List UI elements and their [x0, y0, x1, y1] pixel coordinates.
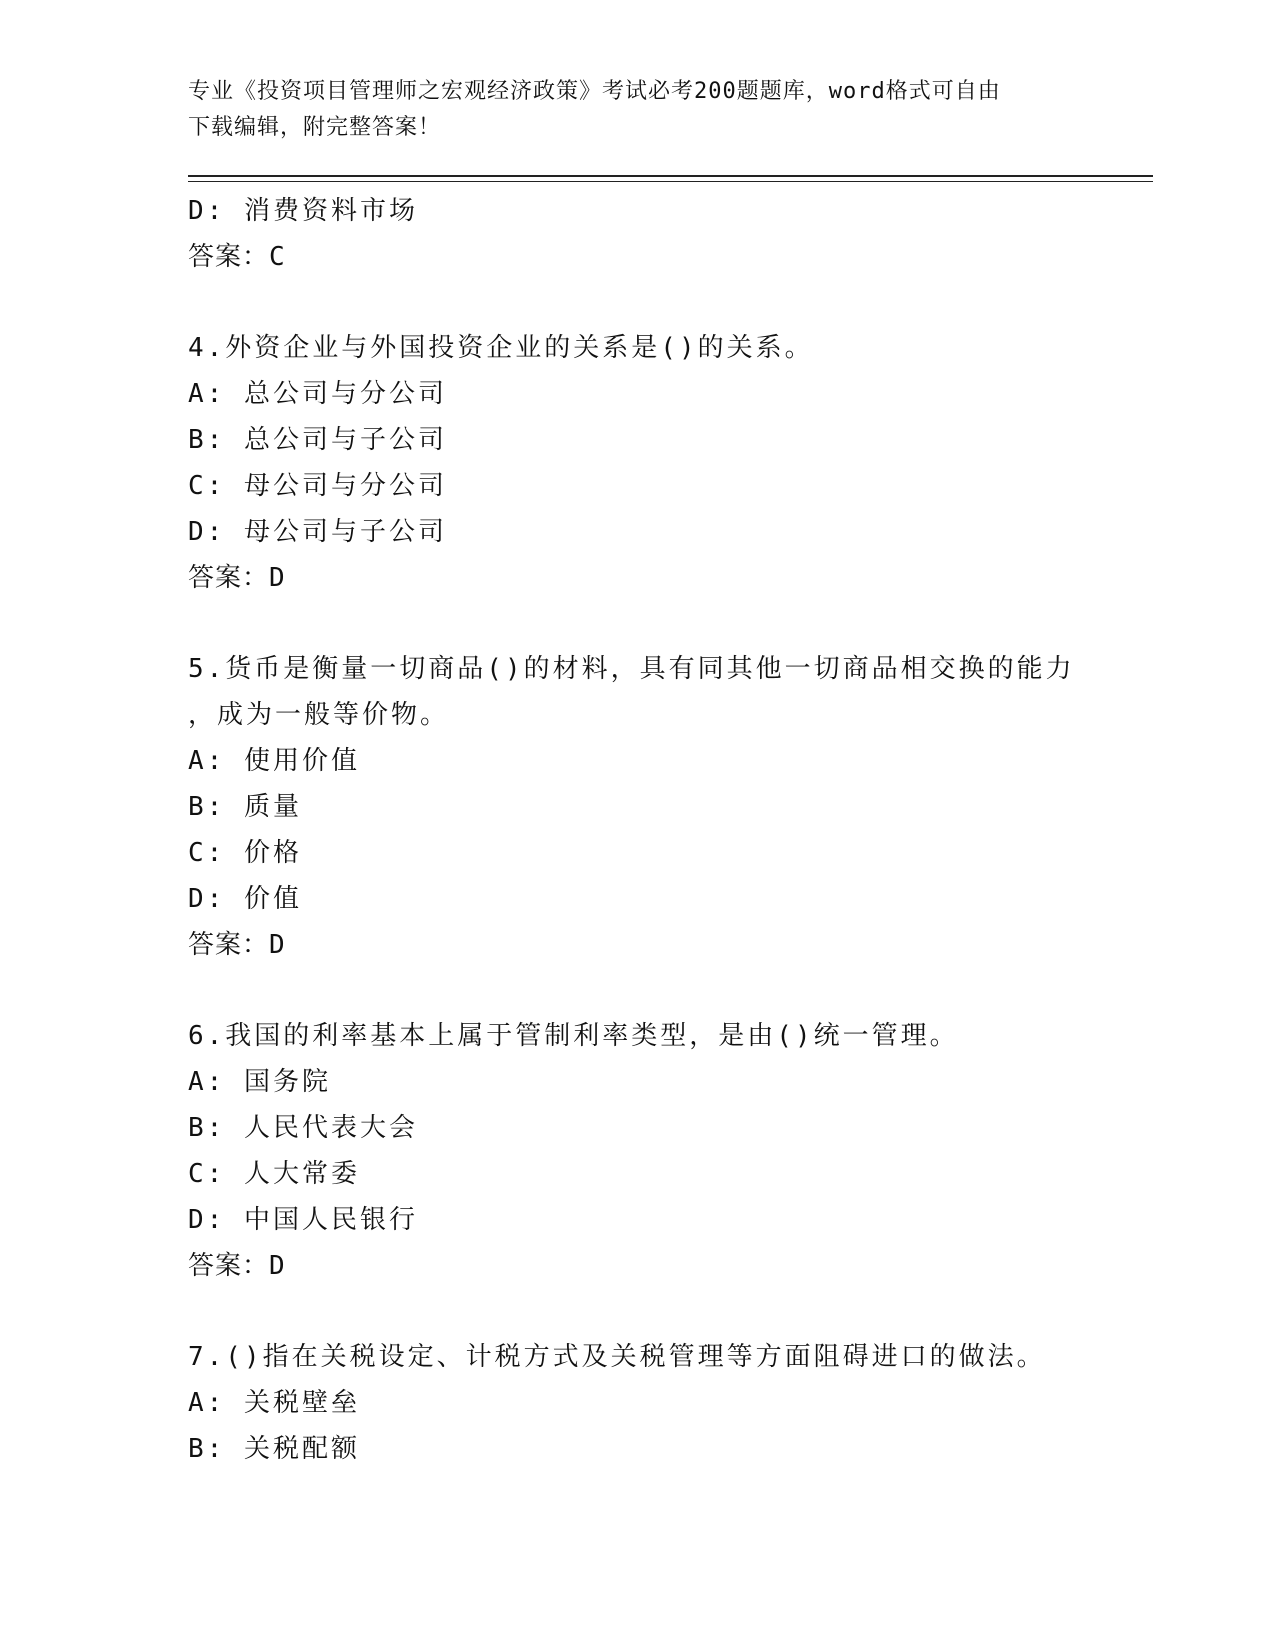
question-text: 5.货币是衡量一切商品()的材料，具有同其他一切商品相交换的能力: [188, 654, 1075, 684]
question-text: 4.外资企业与外国投资企业的关系是()的关系。: [188, 333, 814, 363]
option-c: C: 价格: [188, 838, 302, 868]
question-text: 6.我国的利率基本上属于管制利率类型，是由()统一管理。: [188, 1021, 959, 1051]
answer-line: 答案：D: [188, 930, 286, 960]
answer-line: 答案：C: [188, 242, 286, 272]
option-d: D: 消费资料市场: [188, 196, 418, 226]
option-d: D: 价值: [188, 884, 302, 914]
option-a: A: 总公司与分公司: [188, 379, 447, 409]
option-b: B: 关税配额: [188, 1434, 360, 1464]
question-block: [188, 1013, 1088, 1289]
answer-line: 答案：D: [188, 563, 286, 593]
question-text-continued: ，成为一般等价物。: [188, 700, 450, 730]
option-d: D: 母公司与子公司: [188, 517, 447, 547]
option-a: A: 关税壁垒: [188, 1388, 360, 1418]
option-b: B: 人民代表大会: [188, 1113, 418, 1143]
question-block: [188, 325, 1088, 601]
header-line-2: 下载编辑，附完整答案！: [188, 115, 442, 140]
option-c: C: 母公司与分公司: [188, 471, 447, 501]
option-b: B: 质量: [188, 792, 302, 822]
header-divider-thin: [188, 181, 1153, 182]
option-d: D: 中国人民银行: [188, 1205, 418, 1235]
question-text: 7.()指在关税设定、计税方式及关税管理等方面阻碍进口的做法。: [188, 1342, 1046, 1372]
document-header: [188, 74, 1068, 146]
question-block: [188, 1334, 1088, 1472]
option-c: C: 人大常委: [188, 1159, 360, 1189]
question-block: [188, 646, 1088, 968]
header-divider: [188, 175, 1153, 177]
option-a: A: 使用价值: [188, 746, 360, 776]
option-a: A: 国务院: [188, 1067, 331, 1097]
option-b: B: 总公司与子公司: [188, 425, 447, 455]
question-list: [188, 188, 1088, 1472]
answer-line: 答案：D: [188, 1251, 286, 1281]
header-line-1: 专业《投资项目管理师之宏观经济政策》考试必考200题题库，word格式可自由: [188, 79, 1001, 104]
